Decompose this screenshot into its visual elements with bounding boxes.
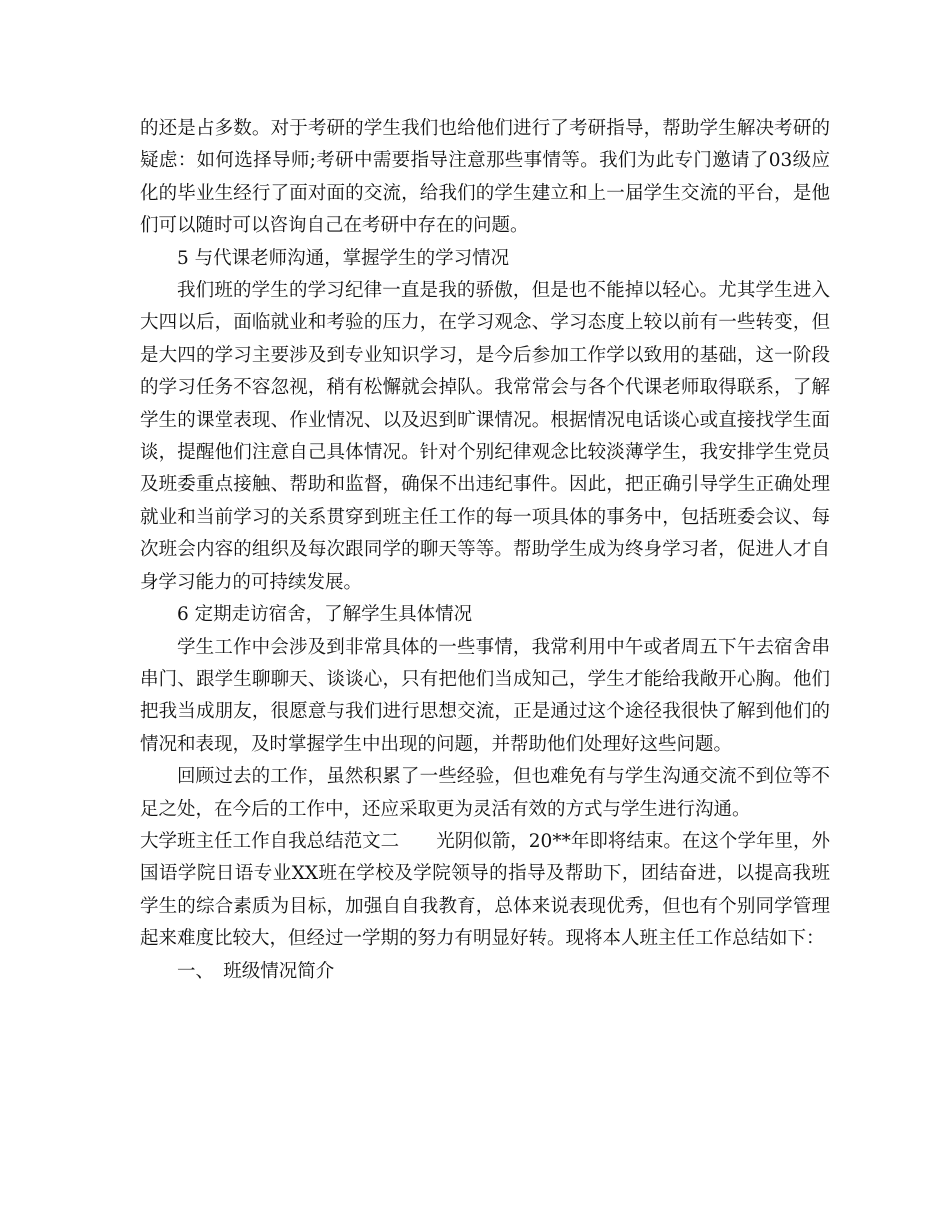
body-paragraph: 回顾过去的工作，虽然积累了一些经验，但也难免有与学生沟通交流不到位等不足之处，在今后的工作中，还应采取更为灵活有效的方式与学生进行沟通。 (140, 766, 830, 820)
body-paragraph: 大学班主任工作自我总结范文二 光阴似箭，20**年即将结束。在这个学年里，外国语学院日语专业XX班在学校及学院领导的指导及帮助下，团结奋进，以提高我班学生的综合素质为目标，加强自自我教育，总体来说表现优秀，但也有个别同学管理起来难度比较大，但经过一学期的努力有明显好转。现将本人班主任工作总结如下： (140, 830, 830, 950)
section-heading: 6 定期走访宿舍，了解学生具体情况 (177, 604, 473, 626)
section-heading: 一、 班级情况简介 (177, 960, 335, 982)
body-paragraph: 我们班的学生的学习纪律一直是我的骄傲，但是也不能掉以轻心。尤其学生进入大四以后，面临就业和考验的压力，在学习观念、学习态度上较以前有一些转变，但是大四的学习主要涉及到专业知识学习，是今后参加工作学以致用的基础，这一阶段的学习任务不容忽视，稍有松懈就会掉队。我常常会与各个代课老师取得联系，了解学生的课堂表现、作业情况、以及迟到旷课情况。根据情况电话谈心或直接找学生面谈，提醒他们注意自己具体情况。针对个别纪律观念比较淡薄学生，我安排学生党员及班委重点接触、帮助和监督，确保不出违纪事件。因此，把正确引导学生正确处理就业和当前学习的关系贯穿到班主任工作的每一项具体的事务中，包括班委会议、每次班会内容的组织及每次跟同学的聊天等等。帮助学生成为终身学习者，促进人才自身学习能力的可持续发展。 (140, 280, 830, 593)
document-page (140, 113, 830, 988)
body-paragraph: 的还是占多数。对于考研的学生我们也给他们进行了考研指导，帮助学生解决考研的疑虑：如何选择导师;考研中需要指导注意那些事情等。我们为此专门邀请了03级应化的毕业生经行了面对面的交流，给我们的学生建立和上一届学生交流的平台，是他们可以随时可以咨询自己在考研中存在的问题。 (140, 118, 830, 237)
section-heading: 5 与代课老师沟通，掌握学生的学习情况 (177, 247, 510, 269)
body-paragraph: 学生工作中会涉及到非常具体的一些事情，我常利用中午或者周五下午去宿舍串串门、跟学生聊聊天、谈谈心，只有把他们当成知己，学生才能给我敞开心胸。他们把我当成朋友，很愿意与我们进行思想交流，正是通过这个途径我很快了解到他们的情况和表现，及时掌握学生中出现的问题，并帮助他们处理好这些问题。 (140, 636, 830, 755)
